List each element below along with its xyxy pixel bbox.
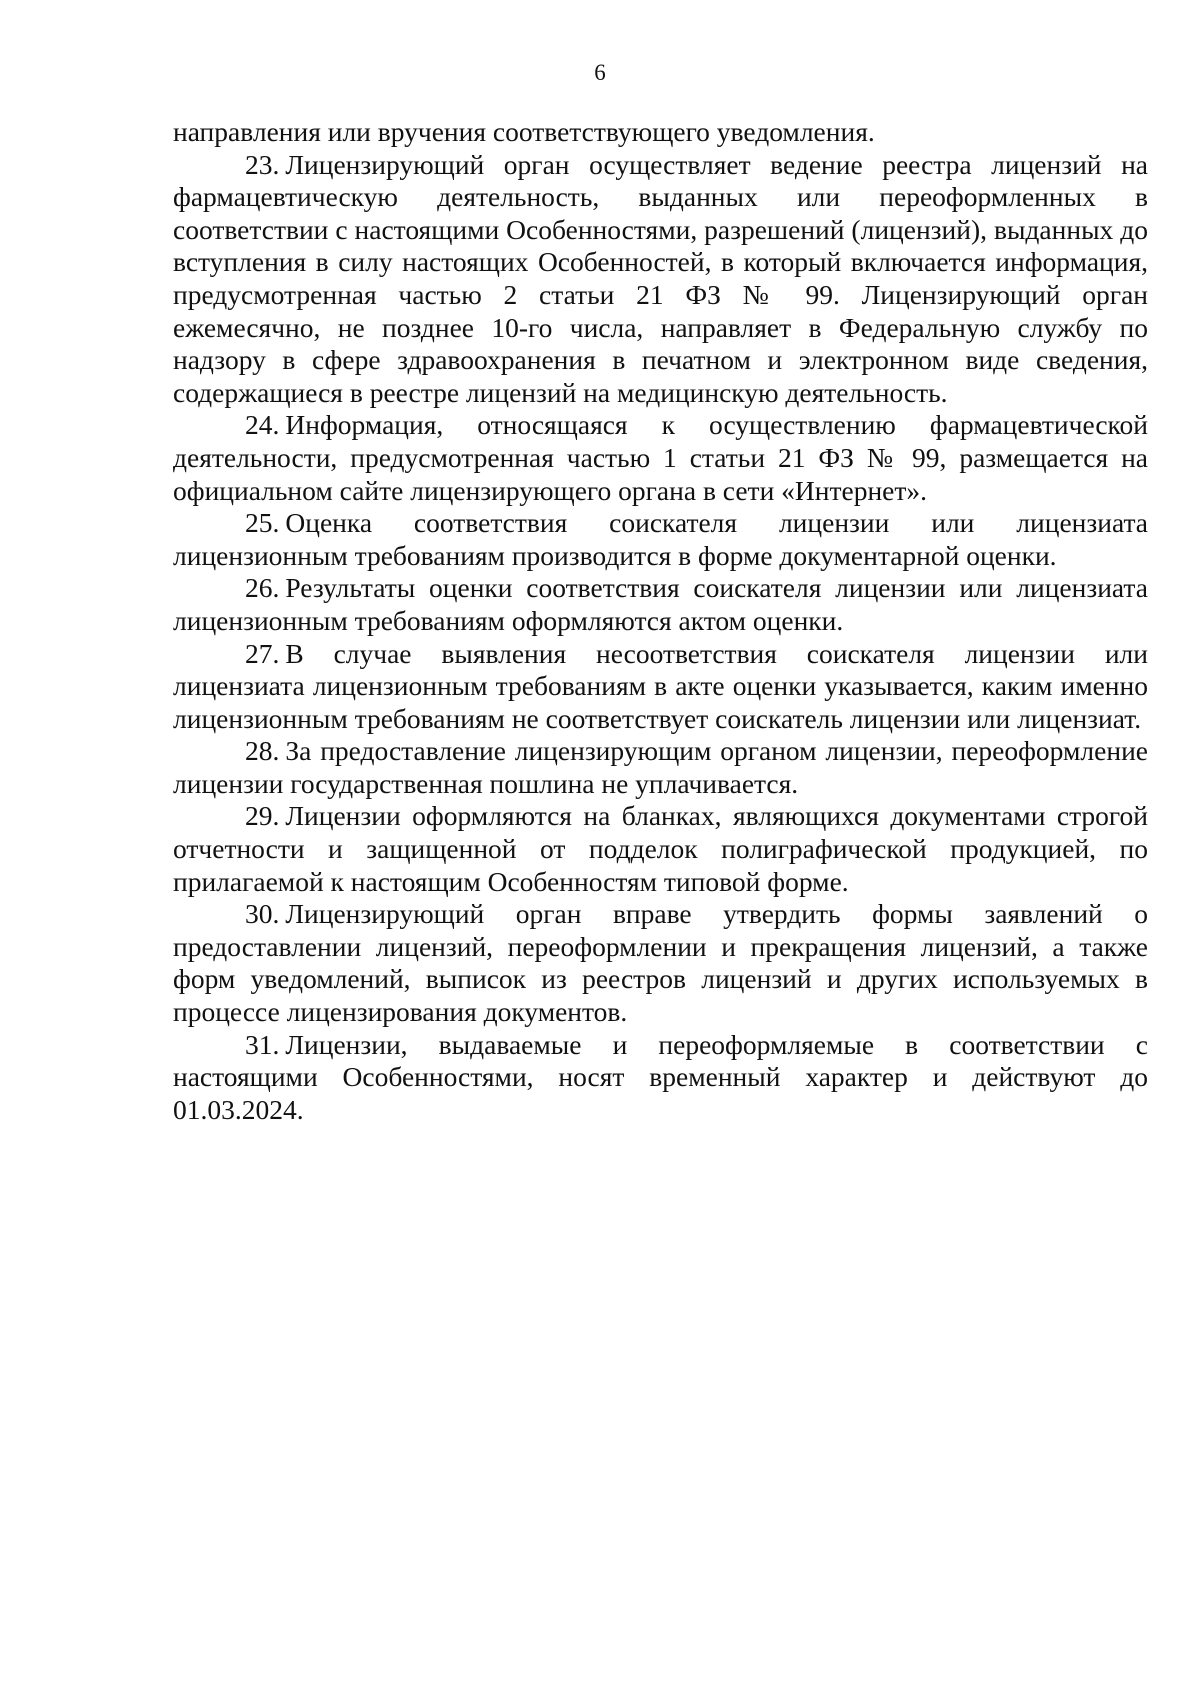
document-body (173, 116, 1148, 1126)
paragraph-27 (173, 638, 1148, 736)
paragraph-text: Лицензии, выдаваемые и переоформляемые в соответствии с настоящими Особенностями, носят временный характер и действуют до 01.03.2024. (173, 1028, 1148, 1125)
paragraph-number: 31. (245, 1028, 280, 1060)
paragraph-text: Результаты оценки соответствия соискателя лицензии или лицензиата лицензионным требованиям оформляются актом оценки. (173, 572, 1148, 636)
paragraph-text: В случае выявления несоответствия соискателя лицензии или лицензиата лицензионным требованиям в акте оценки указывается, каким именно лицензионным требованиям не соответствует соискатель лицензии или лицензиат. (173, 637, 1148, 734)
paragraph-28 (173, 735, 1148, 800)
paragraph-25 (173, 507, 1148, 572)
paragraph-text: Лицензирующий орган осуществляет ведение реестра лицензий на фармацевтическую деятельность, выданных или переоформленных в соответствии с настоящими Особенностями, разрешений (лицензий), выданных до вступления в силу настоящих Особенностей, в который включается информация, предусмотренная частью 2 статьи 21 ФЗ № 99. Лицензирующий орган ежемесячно, не позднее 10-го числа, направляет в Федеральную службу по надзору в сфере здравоохранения в печатном и электронном виде сведения, содержащиеся в реестре лицензий на медицинскую деятельность. (173, 148, 1148, 408)
paragraph-text: Оценка соответствия соискателя лицензии или лицензиата лицензионным требованиям производится в форме документарной оценки. (173, 507, 1148, 571)
paragraph-30 (173, 898, 1148, 1028)
paragraph-text: За предоставление лицензирующим органом лицензии, переоформление лицензии государственная пошлина не уплачивается. (173, 735, 1148, 799)
paragraph-text: Лицензирующий орган вправе утвердить формы заявлений о предоставлении лицензий, переоформлении и прекращения лицензий, а также форм уведомлений, выписок из реестров лицензий и других используемых в процессе лицензирования документов. (173, 898, 1148, 1028)
paragraph-text: Информация, относящаяся к осуществлению фармацевтической деятельности, предусмотренная частью 1 статьи 21 ФЗ № 99, размещается на официальном сайте лицензирующего органа в сети «Интернет». (173, 409, 1148, 506)
paragraph-text: направления или вручения соответствующего уведомления. (173, 116, 875, 147)
paragraph-continuation (173, 116, 1148, 149)
paragraph-number: 24. (245, 409, 280, 441)
paragraph-24 (173, 409, 1148, 507)
paragraph-text: Лицензии оформляются на бланках, являющихся документами строгой отчетности и защищенной от подделок полиграфической продукцией, по прилагаемой к настоящим Особенностям типовой форме. (173, 800, 1148, 897)
paragraph-23 (173, 149, 1148, 410)
paragraph-number: 27. (245, 637, 280, 669)
paragraph-26 (173, 572, 1148, 637)
paragraph-number: 29. (245, 800, 280, 832)
paragraph-number: 23. (245, 148, 280, 180)
paragraph-31 (173, 1029, 1148, 1127)
paragraph-number: 30. (245, 898, 280, 930)
paragraph-number: 28. (245, 735, 280, 767)
page-number: 6 (594, 60, 606, 85)
paragraph-number: 26. (245, 572, 280, 604)
paragraph-number: 25. (245, 507, 280, 539)
paragraph-29 (173, 800, 1148, 898)
